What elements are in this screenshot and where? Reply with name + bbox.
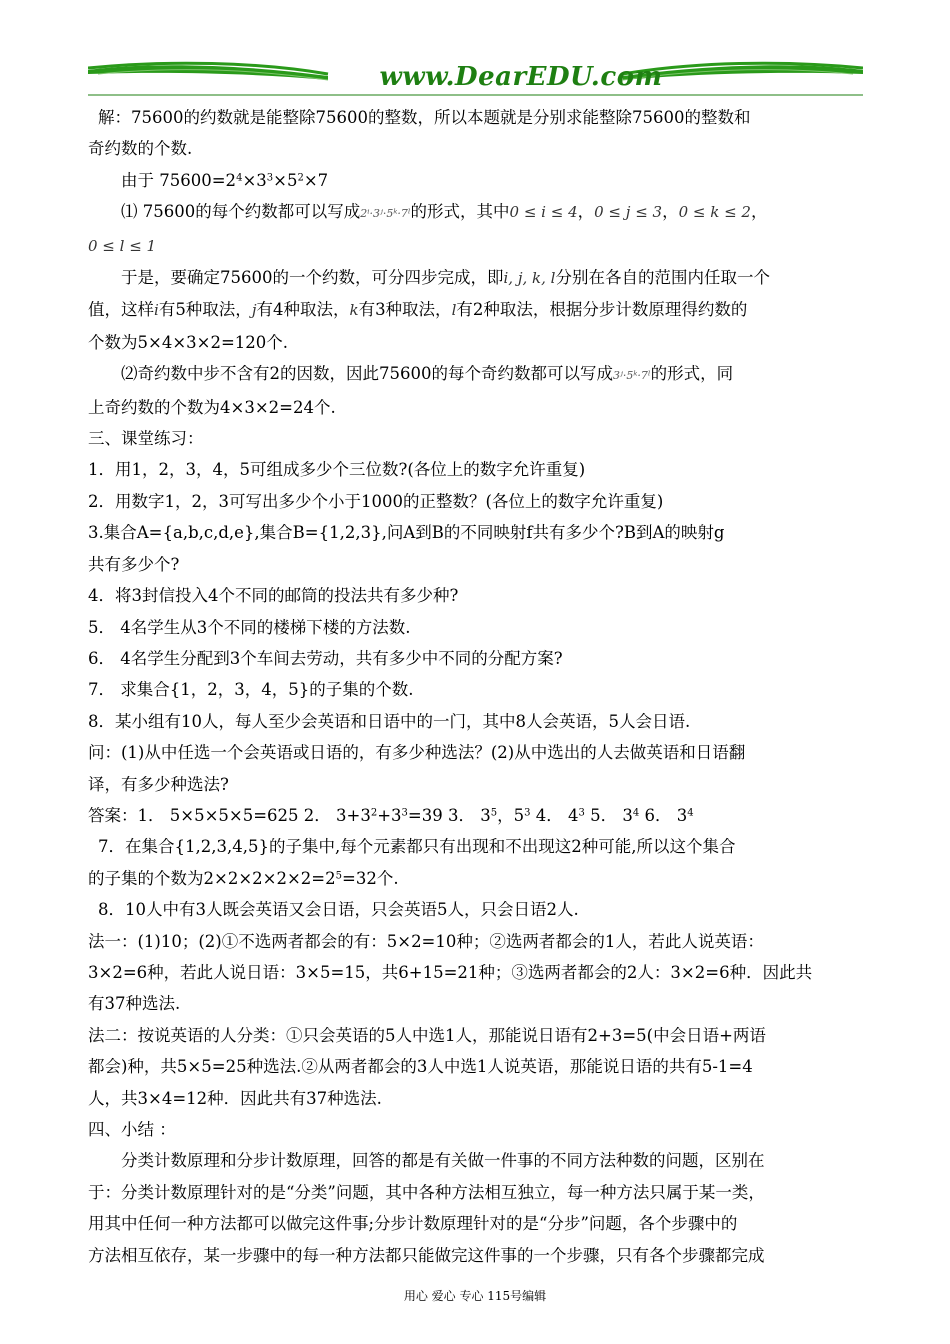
exercise-item: 7． 求集合{1，2，3，4，5}的子集的个数. — [88, 680, 414, 700]
solution-line: 上奇约数的个数为4×3×2=24个. — [88, 397, 336, 417]
section-heading: 三、课堂练习： — [88, 429, 204, 449]
exercise-item: 问：(1)从中任选一个会英语或日语的，有多少种选法？(2)从中选出的人去做英语和日语翻 — [88, 743, 746, 763]
solution-line: ⑵奇约数中步不含有2的因数，因此75600的每个奇约数都可以写成3ʲ·5ᵏ·7ˡ的形式，同 — [121, 364, 734, 384]
summary-line: 分类计数原理和分步计数原理，回答的都是有关做一件事的不同方法种数的问题，区别在 — [121, 1151, 765, 1171]
answer-line: 7．在集合{1,2,3,4,5}的子集中,每个元素都只有出现和不出现这2种可能,所以这个集合 — [98, 837, 736, 857]
answer-line: 8．10人中有3人既会英语又会日语，只会英语5人，只会日语2人. — [98, 900, 579, 920]
answer-line: 法二：按说英语的人分类：①只会英语的5人中选1人，那能说日语有2+3=5(中会日语+两语 — [88, 1025, 766, 1045]
answer-line: 人，共3×4=12种．因此共有37种选法. — [88, 1088, 382, 1108]
factorization-line: 由于 $75600=2^4\times 3^3\times 5^2\times 7$ — [121, 170, 329, 190]
answer-line: 的子集的个数为$2\times 2\times 2\times 2\times 2=2^5=32$个. — [88, 868, 399, 888]
page-header — [88, 58, 863, 98]
solution-line: 值，这样i有5种取法，j有4种取法，k有3种取法，l有2种取法，根据分步计数原理得约数的 — [88, 300, 748, 320]
solution-line: 于是，要确定75600的一个约数，可分四步完成，即i, j, k, l分别在各自的范围内任取一个 — [121, 268, 770, 288]
exercise-item: 2．用数字1，2，3可写出多少个小于1000的正整数？(各位上的数字允许重复) — [88, 491, 664, 511]
exercise-item: 1．用1，2，3，4，5可组成多少个三位数?(各位上的数字允许重复) — [88, 460, 586, 480]
section-heading: 四、小结 ： — [88, 1120, 176, 1139]
answer-line: 有37种选法. — [88, 994, 181, 1014]
exercise-item: 3.集合A={a,b,c,d,e},集合B={1,2,3},问A到B的不同映射f共有多少个?B到A的映射g — [88, 523, 725, 543]
exercise-item: 6． 4名学生分配到3个车间去劳动，共有多少中不同的分配方案? — [88, 648, 563, 668]
exercise-item: 5． 4名学生从3个不同的楼梯下楼的方法数. — [88, 617, 411, 637]
exercise-item: 8．某小组有10人，每人至少会英语和日语中的一门，其中8人会英语，5人会日语. — [88, 711, 691, 731]
exercise-item: 4．将3封信投入4个不同的邮筒的投法共有多少种? — [88, 586, 459, 606]
answer-line: 都会)种，共5×5=25种选法.②从两者都会的3人中选1人说英语，那能说日语的共有5-1=4 — [88, 1057, 753, 1077]
document-body — [88, 102, 864, 1271]
summary-line: 方法相互依存，某一步骤中的每一种方法都只能做完这件事的一个步骤，只有各个步骤都完成 — [88, 1245, 765, 1265]
page-footer: 用心 爱心 专心 115号编辑 — [403, 1289, 547, 1303]
site-logo[interactable]: www.DearEDU.com — [379, 62, 663, 92]
answer-line: 法一：(1)10；(2)①不选两者都会的有：5×2=10种；②选两者都会的1人，若此人说英语： — [88, 931, 764, 951]
summary-line: 用其中任何一种方法都可以做完这件事;分步计数原理针对的是“分步”问题，各个步骤中的 — [88, 1214, 738, 1234]
divisor-form-line: ⑴ 75600的每个约数都可以写成2ⁱ·3ʲ·5ᵏ·7ˡ的形式，其中0 ≤ i ≤ 4，0 ≤ j ≤ 3，0 ≤ k ≤ 2， — [121, 202, 768, 222]
solution-line: 奇约数的个数. — [88, 139, 193, 159]
summary-line: 于：分类计数原理针对的是“分类”问题，其中各种方法相互独立，每一种方法只属于某一类， — [88, 1182, 765, 1202]
answer-line: 答案：1． 5×5×5×5=625 2． $3+3^2+3^3=39$ 3． $3^5$，$5^3$ 4． $4^3$ 5． $3^4$ 6． $3^4$ — [88, 805, 694, 825]
exercise-item: 译，有多少种选法? — [88, 774, 229, 794]
range-line: 0 ≤ l ≤ 1 — [88, 236, 157, 255]
exercise-item: 共有多少个? — [88, 554, 180, 574]
solution-line: 解：75600的约数就是能整除75600的整数，所以本题就是分别求能整除75600的整数和 — [98, 108, 751, 127]
solution-line: 个数为5×4×3×2=120个. — [88, 332, 289, 352]
answer-line: 3×2=6种，若此人说日语：3×5=15，共6+15=21种；③选两者都会的2人：3×2=6种．因此共 — [88, 962, 813, 982]
